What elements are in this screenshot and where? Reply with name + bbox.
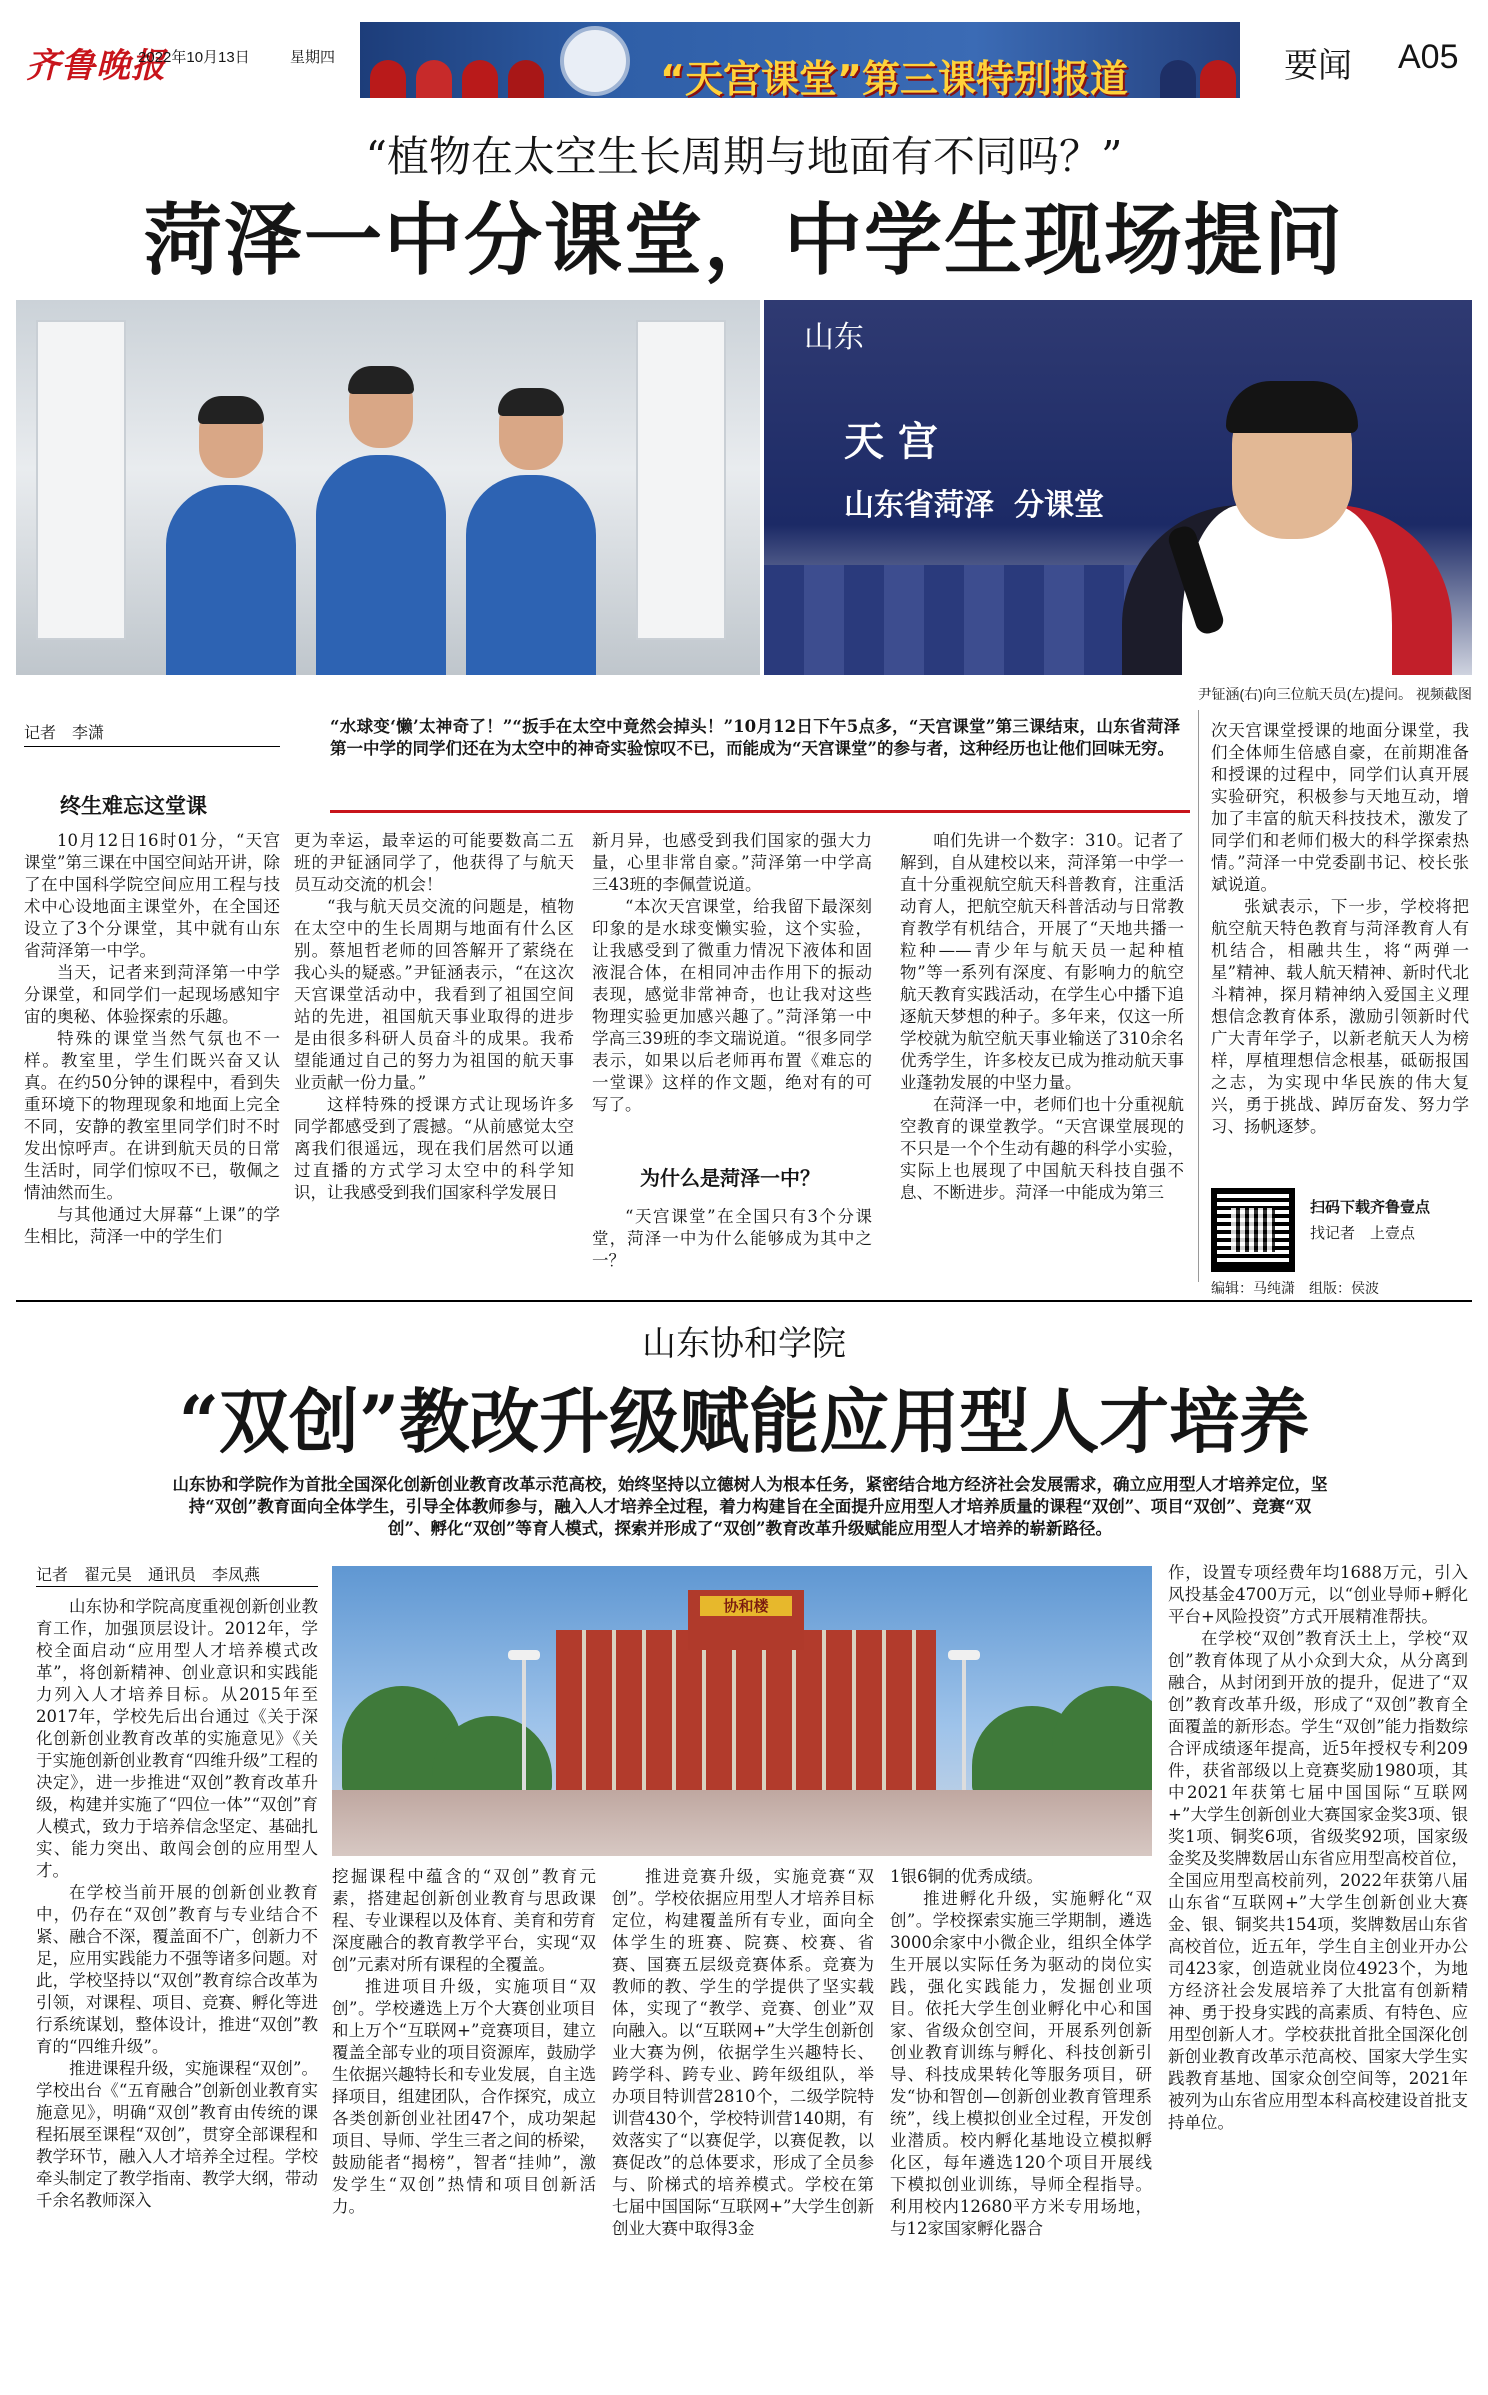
story2-column-2 [332,1866,596,2218]
banner-photo-student [416,60,452,98]
story1-column-4 [900,830,1184,1204]
story1-subhead: 终生难忘这堂课 [60,793,207,818]
issue-date: 2022年10月13日 [138,49,250,66]
paragraph: 在菏泽一中，老师们也十分重视航空教育的课堂教学。“天宫课堂展现的不只是一个个生动有趣的科学小实验，实际上也展现了中国航天科技自强不息、不断进步。菏泽一中能成为第三 [900,1095,1184,1202]
paragraph: 10月12日16时01分，“天宫课堂”第三课在中国空间站开讲，除了在中国科学院空间应用工程与技术中心设地面主课堂外，在全国还设立了3个分课堂，其中就有山东省菏泽第一中学。 [24,831,280,960]
story2-lead: 山东协和学院作为首批全国深化创新创业教育改革示范高校，始终坚持以立德树人为根本任务，紧密结合地方经济社会发展需求，确立应用型人才培养定位，坚持“双创”教育面向全体学生，引导全体教师参与，融入人才培养全过程，着力构建旨在全面提升应用型人才培养质量的课程“双创”、项目“双创”、竞赛“双创”、孵化“双创”等育人模式，探索并形成了“双创”教育改革升级赋能应用型人才培养的崭新路径。 [172,1475,1328,1538]
paragraph: 挖掘课程中蕴含的“双创”教育元素，搭建起创新创业教育与思政课程、专业课程以及体育、美育和劳育深度融合的教育教学平台，实现“双创”元素对所有课程的全覆盖。 [332,1867,596,1974]
paragraph: 推进孵化升级，实施孵化“双创”。学校探索实施三学期制，遴选3000余家中小微企业，组织全体学生开展以实际任务为驱动的岗位实践，强化实践能力，发掘创业项目。依托大学生创业孵化中心和国家、省级众创空间，开展系列创新创业教育训练与孵化、科技创新引导、科技成果转化等服务项目，研发“协和智创—创新创业教育管理系统”，线上模拟创业全过程，开发创业潜质。校内孵化基地设立模拟孵化区，每年遴选120个项目开展线下模拟创业训练，导师全程指导。利用校内12680平方米专用场地，与12家国家孵化器合 [890,1889,1152,2238]
astronaut-right [466,475,596,675]
paragraph: 咱们先讲一个数字：310。记者了解到，自从建校以来，菏泽第一中学一直十分重视航空航天科普教育，注重活动育人，把航空航天科普活动与日常教育教学有机结合，开展了“天地共播一粒种——青少年与航天员一起种植物”等一系列有深度、有影响力的航空航天教育实践活动，在学生心中播下追逐航天梦想的种子。多年来，仅这一所学校就为航空航天事业输送了310余名优秀学生，许多校友已成为推动航天事业蓬勃发展的中坚力量。 [900,831,1184,1092]
astronaut-center-hair [348,366,414,394]
column-divider [1198,710,1199,1282]
banner-photo-student [1200,60,1236,98]
paragraph: 1银6铜的优秀成绩。 [890,1867,1043,1886]
section-name: 要闻 [1284,47,1352,85]
student-hair [1226,381,1358,433]
story-divider [16,1300,1472,1302]
building-sign-text: 协和楼 [723,1597,769,1615]
board-text-line: 山东省菏泽 [844,488,994,523]
student-photo [764,300,1472,675]
station-panel [36,320,126,640]
paragraph: 这样特殊的授课方式让现场许多同学都感受到了震撼。“从前感觉太空离我们很遥远，现在我们居然可以通过直播的方式学习太空中的科学知识，让我感受到我们国家科学发展日 [294,1095,574,1202]
page-number: A05 [1398,38,1459,76]
paragraph: 特殊的课堂当然气氛也不一样。教室里，学生们既兴奋又认真。在约50分钟的课程中，看到失重环境下的物理现象和地面上完全不同，安静的教室里同学们时不时发出惊呼声。在讲到航天员的日常生活时，同学们惊叹不已，敬佩之情油然而生。 [24,1029,280,1202]
story1-column-3b [592,1206,872,1272]
paragraph: “天宫课堂”在全国只有3个分课堂，菏泽一中为什么能够成为其中之一？ [592,1207,872,1270]
story2-headline: “双创”教改升级赋能应用型人才培养 [178,1380,1310,1463]
banner-photo-student [508,60,544,98]
paragraph: 次天宫课堂授课的地面分课堂，我们全体师生倍感自豪，在前期准备和授课的过程中，同学们认真开展实验研究，积极参与天地互动，增加了丰富的航天科技技术，激发了同学们和老师们极大的科学探索热情。”菏泽一中党委副书记、校长张斌说道。 [1211,721,1469,894]
paragraph: 推进项目升级，实施项目“双创”。学校遴选上万个大赛创业项目和上万个“互联网+”竞赛项目，建立覆盖全部专业的项目资源库，鼓励学生依据兴趣特长和专业发展，自主选择项目，组建团队，合作探究，成立各类创新创业社团47个，成功架起项目、导师、学生三者之间的桥梁，鼓励能者“揭榜”，智者“挂帅”，激发学生“双创”热情和项目创新活力。 [332,1977,596,2216]
story1-headline: 菏泽一中分课堂，中学生现场提问 [143,195,1344,286]
story1-subhead: 为什么是菏泽一中？ [640,1166,820,1190]
banner-title: “天宫课堂”第三课特别报道 [660,57,1128,98]
byline-rule [36,1586,318,1587]
story1-column-3 [592,830,872,1116]
editor-credit: 编辑：马纯潇 组版：侯波 [1211,1280,1379,1296]
story1-kicker: “植物在太空生长周期与地面有不同吗？” [365,132,1123,181]
paragraph: 与其他通过大屏幕“上课”的学生相比，菏泽一中的学生们 [24,1205,280,1246]
paragraph: “我与航天员交流的问题是，植物在太空中的生长周期与地面有什么区别。蔡旭哲老师的回答解开了萦绕在我心头的疑惑。”尹钲涵表示，“在这次天宫课堂活动中，我看到了祖国空间站的先进，祖国航天事业取得的进步是由很多科研人员奋斗的成果。我希望能通过自己的努力为祖国的航天事业贡献一份力量。” [294,897,574,1092]
issue-weekday: 星期四 [290,49,336,66]
campus-photo [332,1566,1152,1856]
special-report-banner [360,22,1240,98]
astronaut-right-hair [498,388,564,416]
story1-byline: 记者 李潇 [24,725,105,742]
paragraph: “本次天宫课堂，给我留下最深刻印象的是水球变懒实验，这个实验，让我感受到了微重力情况下液体和固液混合体，在相同冲击作用下的振动表现，感觉非常神奇，也让我对这些物理实验更加感兴趣了。”菏泽第一中学高三39班的李文瑞说道。“很多同学表示，如果以后老师再布置《难忘的一堂课》这样的作文题，绝对有的可写了。 [592,897,872,1114]
paragraph: 更为幸运，最幸运的可能要数高二五班的尹钲涵同学了，他获得了与航天员互动交流的机会！ [294,831,574,894]
astronaut-center [316,455,446,675]
classroom-students [764,565,1184,675]
lead-underline [330,810,1190,813]
paragraph: 推进课程升级，实施课程“双创”。学校出台《“五育融合”创新创业教育实施意见》，明确“双创”教育由传统的课程拓展至课程“双创”，贯穿全部课程和教学环节，融入人才培养全过程。学校牵头制定了教学指南、教学大纲，带动千余名教师深入 [36,2059,318,2210]
story1-column-5 [1211,720,1469,1138]
masthead [26,22,1466,102]
board-text-line: 天 宫 [844,419,938,465]
byline-rule [24,746,280,747]
student-speaker [1122,375,1452,675]
banner-photo-student [462,60,498,98]
station-panel [636,320,726,640]
paragraph: 作，设置专项经费年均1688万元，引入风投基金4700万元，以“创业导师+孵化平台+风险投资”方式开展精准帮扶。 [1168,1563,1468,1626]
story2-column-5 [1168,1562,1468,2134]
story2-byline: 记者 翟元昊 通讯员 李凤燕 [36,1567,261,1584]
paragraph: 在学校当前开展的创新创业教育中，仍存在“双创”教育与专业结合不紧、融合不深，覆盖面不广，创新力不足，应用实践能力不强等诸多问题。对此，学校坚持以“双创”教育综合改革为引领，对课程、项目、竞赛、孵化等进行系统谋划，整体设计，推进“双创”教育的“四维升级”。 [36,1883,318,2056]
story1-column-1 [24,830,280,1248]
banner-photo-student [1160,60,1196,98]
lamp-post [522,1656,526,1806]
photo-location-tag: 山东 [804,320,864,355]
story2-kicker: 山东协和学院 [642,1324,846,1364]
paragraph: 山东协和学院高度重视创新创业教育工作，加强顶层设计。2012年，学校全面启动“应用型人才培养模式改革”，将创新精神、创业意识和实践能力列入人才培养目标。从2015年至2017年，学校先后出台通过《关于深化创新创业教育改革的实施意见》《关于实施创新创业教育“四维升级”工程的决定》，进一步推进“双创”教育改革升级，构建并实施了“四位一体”“双创”育人模式，致力于培养信念坚定、基础扎实、能力突出、敢闯会创的应用型人才。 [36,1597,318,1880]
campus-plaza [332,1790,1152,1856]
qr-sublabel: 找记者 上壹点 [1310,1225,1416,1242]
story1-column-2 [294,830,574,1204]
banner-photo-student [370,60,406,98]
board-text-line: 分课堂 [1014,488,1104,523]
school-building [556,1630,936,1800]
lamp-post [962,1656,966,1806]
paragraph: 在学校“双创”教育沃土上，学校“双创”教育体现了从小众到大众，从分离到融合，从封闭到开放的提升，促进了“双创”教育改革升级，形成了“双创”教育全面覆盖的新形态。学生“双创”能力指数综合评成绩逐年提高，近5年授权专利209件，获省部级以上竞赛奖励1980项，其中2021年获第七届中国国际“互联网+”大学生创新创业大赛国家金奖3项、银奖1项、铜奖6项，省级奖92项，国家级金奖及奖牌数居山东省应用型高校首位，全国应用型高校前列，2022年获第八届山东省“互联网+”大学生创新创业大赛金、银、铜奖共154项，奖牌数居山东省高校首位，近五年，学生自主创业开办公司423家，创造就业岗位4923个，为地方经济社会发展培养了大批富有创新精神、勇于投身实践的高素质、有特色、应用型创新人才。学校获批首批全国深化创新创业教育改革示范高校、国家大学生实践教育基地、国家众创空间等，2021年被列为山东省应用型本科高校建设首批支持单位。 [1168,1629,1468,2132]
astronaut-left [166,485,296,675]
newspaper-logo: 齐鲁晚报 [26,46,166,86]
paragraph: 推进竞赛升级，实施竞赛“双创”。学校依据应用型人才培养目标定位，构建覆盖所有专业，面向全体学生的班赛、院赛、校赛、省赛、国赛五层级竞赛体系。竞赛为教师的教、学生的学提供了坚实载体，实现了“教学、竞赛、创业”双向融入。以“互联网+”大学生创新创业大赛为例，依据学生兴趣特长、跨学科、跨专业、跨年级组队，举办项目特训营2810个，二级学院特训营430个，学校特训营140期，有效落实了“以赛促学，以赛促教，以赛促改”的总体要求，形成了全员参与、阶梯式的培养模式。学校在第七届中国国际“互联网+”大学生创新创业大赛中取得3金 [612,1867,874,2238]
astronaut-left-hair [198,396,264,424]
paragraph: 当天，记者来到菏泽第一中学分课堂，和同学们一起现场感知宇宙的奥秘、体验探索的乐趣。 [24,963,280,1026]
story1-lead: “水球变‘懒’太神奇了！”“扳手在太空中竟然会掉头！”10月12日下午5点多，“天宫课堂”第三课结束，山东省菏泽第一中学的同学们还在为太空中的神奇实验惊叹不已，而能成为“天宫课堂”的参与者，这种经历也让他们回味无穷。 [330,717,1180,758]
astronaut-icon [560,26,630,96]
qr-code-icon[interactable] [1211,1188,1295,1272]
paragraph: 新月异，也感受到我们国家的强大力量，心里非常自豪。”菏泽第一中学高三43班的李佩萱说道。 [592,831,872,894]
story2-column-4 [890,1866,1152,2240]
story2-column-1 [36,1596,318,2212]
photo-caption: 尹钲涵(右)向三位航天员(左)提问。 视频截图 [1197,686,1472,702]
astronauts-photo [16,300,760,675]
paragraph: 张斌表示，下一步，学校将把航空航天特色教育与菏泽教育人有机结合，相融共生，将“两弹一星”精神、载人航天精神、新时代北斗精神，探月精神纳入爱国主义理想信念教育体系，激励引领新时代广大青年学子，以新老航天人为榜样，厚植理想信念根基，砥砺报国之志，为实现中华民族的伟大复兴，勇于挑战、踔厉奋发、努力学习、扬帆逐梦。 [1211,897,1469,1136]
story2-column-3 [612,1866,874,2240]
qr-label: 扫码下载齐鲁壹点 [1310,1199,1431,1216]
tree [1052,1686,1152,1796]
